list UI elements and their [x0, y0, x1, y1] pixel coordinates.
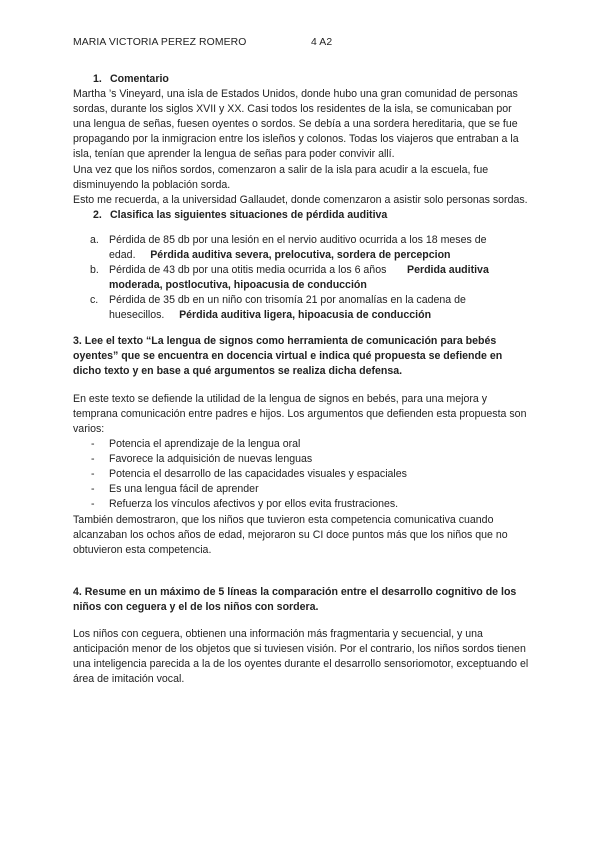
list-item [73, 497, 531, 512]
bullet-dash: - [91, 438, 95, 451]
argument-text: Favorece la adquisición de nuevas lenguas [109, 453, 313, 466]
bullet-dash: - [91, 453, 95, 466]
section-4-heading: 4. Resume en un máximo de 5 líneas la comparación entre el desarrollo cognitivo de los niños con ceguera y el de los niños con sordera. [73, 585, 517, 613]
class-group: 4 A2 [311, 37, 333, 48]
section-3-intro: En este texto se defiende la utilidad de la lengua de signos en bebés, para una mejora y temprana comunicación entre padres e hijos. Los argumentos que defienden esta propuesta son varios: [73, 392, 527, 435]
list-item [73, 482, 531, 497]
page-header [73, 37, 333, 48]
bullet-dash: - [91, 468, 95, 481]
list-marker: b. [90, 264, 99, 277]
case-description: Pérdida de 43 db por una otitis media ocurrida a los 6 años [109, 264, 387, 277]
case-description: Pérdida de 35 db en un niño con trisomía 21 por anomalías en la cadena de huesecillos. [109, 294, 466, 322]
hearing-loss-list [73, 233, 531, 324]
list-item [73, 467, 531, 482]
argument-text: Es una lengua fácil de aprender [109, 483, 259, 496]
list-marker: a. [90, 233, 99, 246]
author-name: MARIA VICTORIA PEREZ ROMERO [73, 37, 247, 48]
section-3-heading: 3. Lee el texto “La lengua de signos como herramienta de comunicación para bebés oyentes” que se encuentra en docencia virtual e indica qué propuesta se defiende en dicho texto y en base a qué argumentos se realiza dicha defensa. [73, 334, 503, 377]
list-marker: c. [90, 294, 99, 307]
argument-text: Refuerza los vínculos afectivos y por ellos evita frustraciones. [109, 498, 399, 511]
section-1-heading [73, 72, 531, 87]
list-item [73, 233, 531, 263]
arguments-list [73, 437, 531, 512]
case-description: Pérdida de 85 db por una lesión en el nervio auditivo ocurrida a los 18 meses de edad. [109, 233, 487, 262]
case-answer: Pérdida auditiva severa, prelocutiva, sordera de percepcion [150, 249, 451, 262]
section-1-paragraph: Martha ’s Vineyard, una isla de Estados Unidos, donde hubo una gran comunidad de personas sordas, durante los siglos XVII y XX. Casi todos los residentes de la isla, se comunicaban por una lengua de señas, fuesen oyentes o sordos. Se debía a una sordera hereditaria, que se fue propagando por la inmigracion entre los isleños y colonos. Todas los viajeros que entraban a la isla, tenían que aprender la lengua de señas para poder convivir allí. [73, 88, 519, 161]
argument-text: Potencia el desarrollo de las capacidades visuales y espaciales [109, 468, 407, 481]
section-2-number: 2. [93, 208, 102, 221]
argument-text: Potencia el aprendizaje de la lengua oral [109, 438, 301, 451]
list-item [73, 452, 531, 467]
case-answer: Perdida auditiva moderada, postlocutiva, hipoacusia de conducción [109, 264, 489, 292]
list-item [73, 437, 531, 452]
section-1-paragraph: Una vez que los niños sordos, comenzaron a salir de la isla para acudir a la escuela, fue disminuyendo la población sorda. [73, 163, 489, 191]
list-item [73, 293, 531, 323]
section-3-closing: También demostraron, que los niños que tuvieron esta competencia comunicativa cuando alcanzaban los ochos años de edad, mejoraron su CI doce puntos más que los niños que no obtuvieron esta competencia. [73, 513, 508, 556]
document-body [73, 72, 531, 687]
section-1-paragraph: Esto me recuerda, a la universidad Gallaudet, donde comenzaron a asistir solo personas sordas. [73, 193, 528, 206]
section-2-title: Clasifica las siguientes situaciones de pérdida auditiva [110, 208, 388, 221]
bullet-dash: - [91, 498, 95, 511]
bullet-dash: - [91, 483, 95, 496]
section-1-number: 1. [93, 73, 102, 85]
case-answer: Pérdida auditiva ligera, hipoacusia de conducción [179, 309, 432, 322]
section-2-heading [73, 208, 531, 223]
section-4-body: Los niños con ceguera, obtienen una información más fragmentaria y secuencial, y una anticipación menor de los objetos que si tuviesen visión. Por el contrario, los niños sordos tienen una inteligencia parecida a la de los oyentes durante el desarrollo sensoriomotor, exceptuando el área de imitación vocal. [73, 628, 529, 686]
section-1-title: Comentario [110, 73, 169, 85]
list-item [73, 263, 531, 293]
